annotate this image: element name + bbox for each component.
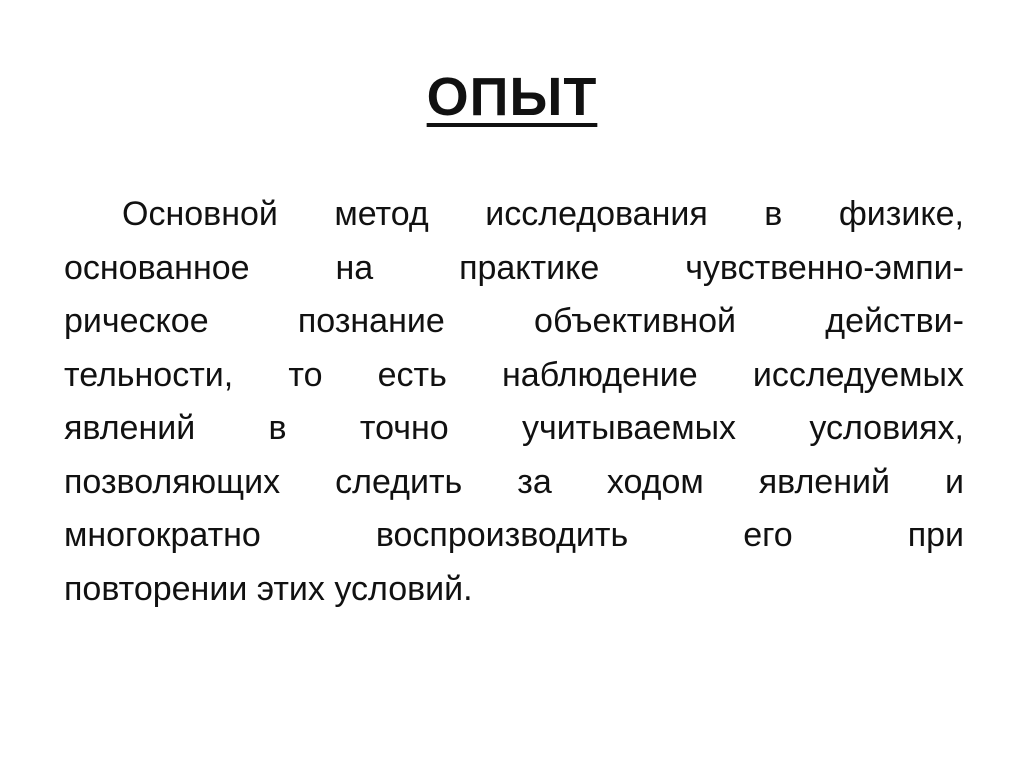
definition-paragraph — [64, 188, 964, 616]
paragraph-line: позволяющих следить за ходом явлений и — [64, 462, 964, 501]
paragraph-line: явлений в точно учитываемых условиях, — [64, 409, 964, 447]
paragraph-line: многократно воспроизводить его при — [64, 516, 964, 554]
paragraph-line: тельности, то есть наблюдение исследуемых — [64, 355, 964, 394]
paragraph-line: основанное на практике чувственно-эмпи- — [64, 248, 964, 287]
paragraph-line: Основной метод исследования в физике, — [122, 195, 964, 233]
slide-title-text: ОПЫТ — [426, 67, 598, 127]
slide-title — [0, 66, 1024, 128]
paragraph-line: рическое познание объективной действи- — [64, 302, 964, 340]
paragraph-line: повторении этих условий. — [64, 569, 473, 608]
